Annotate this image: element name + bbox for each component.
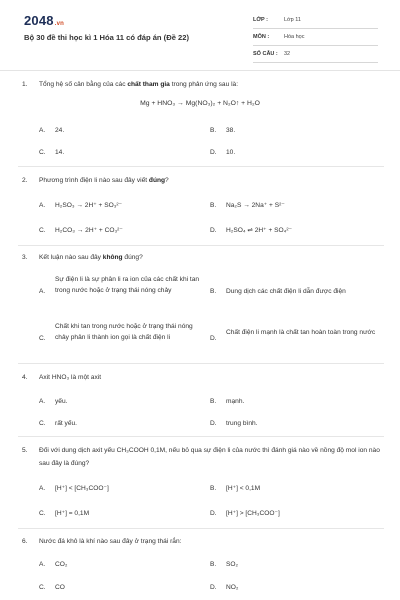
option-text: Chất khi tan trong nước hoặc ở trạng thái nóng chảy phân li thành ion gọi là chất điện li	[55, 323, 193, 341]
option-label: D.	[210, 510, 217, 517]
option-label: D.	[210, 149, 217, 156]
option-label: C.	[39, 584, 46, 591]
option-label: C.	[39, 420, 46, 427]
meta-key: MÔN :	[253, 34, 270, 40]
option-label: D.	[210, 335, 217, 342]
option-text: Na₂S → 2Na⁺ + S²⁻	[226, 202, 285, 209]
logo-tld-text: .vn	[54, 21, 65, 27]
option-text: trung bình.	[226, 420, 258, 427]
option-text: [H⁺] < [CH₃COO⁻]	[55, 485, 109, 492]
question-divider	[18, 166, 384, 167]
option-label: C.	[39, 510, 46, 517]
option-label: D.	[210, 227, 217, 234]
option-label: B.	[210, 202, 217, 209]
question-text-part: ?	[165, 177, 169, 184]
option-label: A.	[39, 398, 46, 405]
option-label: B.	[210, 485, 217, 492]
option-label: C.	[39, 149, 46, 156]
meta-key: LỚP :	[253, 17, 268, 23]
meta-row-count	[253, 46, 378, 63]
question-text-part: Tổng hệ số cân bằng của các	[39, 81, 128, 88]
option-text: Sự điện li là sự phân li ra ion của các chất khi tan trong nước hoặc ở trạng thái nóng chảy	[55, 276, 200, 294]
option-text: 10.	[226, 149, 236, 156]
option-text: yếu.	[55, 398, 68, 405]
option-text: CO	[55, 584, 65, 591]
question-text-emphasis: chất tham gia	[127, 81, 170, 88]
meta-value: Hóa học	[284, 34, 305, 40]
meta-row-class	[253, 12, 378, 29]
question-number: 6.	[22, 538, 28, 545]
question-text-part: Phương trình điện li nào sau đây viết	[39, 177, 149, 184]
meta-value: 32	[284, 51, 291, 57]
option-label: B.	[210, 398, 217, 405]
question-number: 1.	[22, 81, 28, 88]
question-text-emphasis: đúng	[148, 177, 166, 184]
option-text: mạnh.	[226, 398, 245, 405]
exam-meta-table	[253, 12, 378, 63]
option-text: [H⁺] > [CH₃COO⁻]	[226, 510, 280, 517]
option-text: Chất điện li mạnh là chất tan hoàn toàn trong nước	[226, 329, 376, 336]
option-text: H₂CO₃ → 2H⁺ + CO₃²⁻	[55, 227, 123, 234]
page-header	[0, 0, 400, 64]
question-text-part: Kết luận nào sau đây	[39, 254, 103, 261]
option-label: C.	[39, 335, 46, 342]
chemical-equation: Mg + HNO₃ → Mg(NO₃)₂ + N₂O↑ + H₂O	[140, 100, 260, 107]
question-number: 3.	[22, 254, 28, 261]
option-label: A.	[39, 202, 46, 209]
question-divider	[18, 245, 384, 246]
question-text	[39, 78, 384, 91]
question-text	[39, 174, 384, 187]
option-text: Dung dịch các chất điện li dẫn được điện	[226, 288, 346, 295]
meta-key: SỐ CÂU :	[253, 51, 278, 57]
option-text: H₂SO₃ → 2H⁺ + SO₃²⁻	[55, 202, 123, 209]
option-text: [H⁺] < 0,1M	[226, 485, 261, 492]
question-text: Nước đá khô là khí nào sau đây ở trạng thái rắn:	[39, 538, 182, 545]
question-divider	[18, 436, 384, 437]
question-text: Đối với dung dịch axit yếu CH₃COOH 0,1M, nếu bỏ qua sự điện li của nước thì đánh giá nào về nồng độ mol ion nào sau đây là đúng?	[39, 447, 380, 467]
question-text-part: đúng?	[122, 254, 143, 261]
option-label: B.	[210, 288, 217, 295]
question-divider	[18, 528, 384, 529]
option-label: A.	[39, 485, 46, 492]
document-title: Bộ 30 đề thi học kì 1 Hóa 11 có đáp án (Đề 22)	[24, 33, 190, 42]
option-text: H₂SO₄ ⇌ 2H⁺ + SO₄²⁻	[226, 227, 293, 234]
question-text	[39, 251, 384, 264]
meta-value: Lớp 11	[284, 17, 301, 23]
option-label: A.	[39, 561, 46, 568]
option-label: D.	[210, 420, 217, 427]
question-number: 5.	[22, 447, 28, 454]
question-text-emphasis: không	[102, 254, 123, 261]
option-label: B.	[210, 561, 217, 568]
header-divider	[0, 70, 400, 71]
option-label: A.	[39, 288, 46, 295]
option-text: [H⁺] = 0,1M	[55, 510, 90, 517]
option-text: CO₂	[55, 561, 68, 568]
option-label: D.	[210, 584, 217, 591]
option-text: rất yếu.	[55, 420, 77, 427]
question-number: 2.	[22, 177, 28, 184]
question-number: 4.	[22, 374, 28, 381]
site-logo[interactable]	[24, 13, 64, 28]
question-text-part: trong phản ứng sau là:	[169, 81, 239, 88]
option-label: A.	[39, 127, 46, 134]
option-text: 24.	[55, 127, 65, 134]
question-text: Axit HNO₃ là một axit	[39, 374, 102, 381]
option-label: C.	[39, 227, 46, 234]
option-label: B.	[210, 127, 217, 134]
question-divider	[18, 363, 384, 364]
option-text: SO₂	[226, 561, 239, 568]
meta-row-subject	[253, 29, 378, 46]
option-text: 38.	[226, 127, 236, 134]
option-text: NO₂	[226, 584, 239, 591]
logo-main-text: 2048	[24, 13, 54, 28]
option-text: 14.	[55, 149, 65, 156]
